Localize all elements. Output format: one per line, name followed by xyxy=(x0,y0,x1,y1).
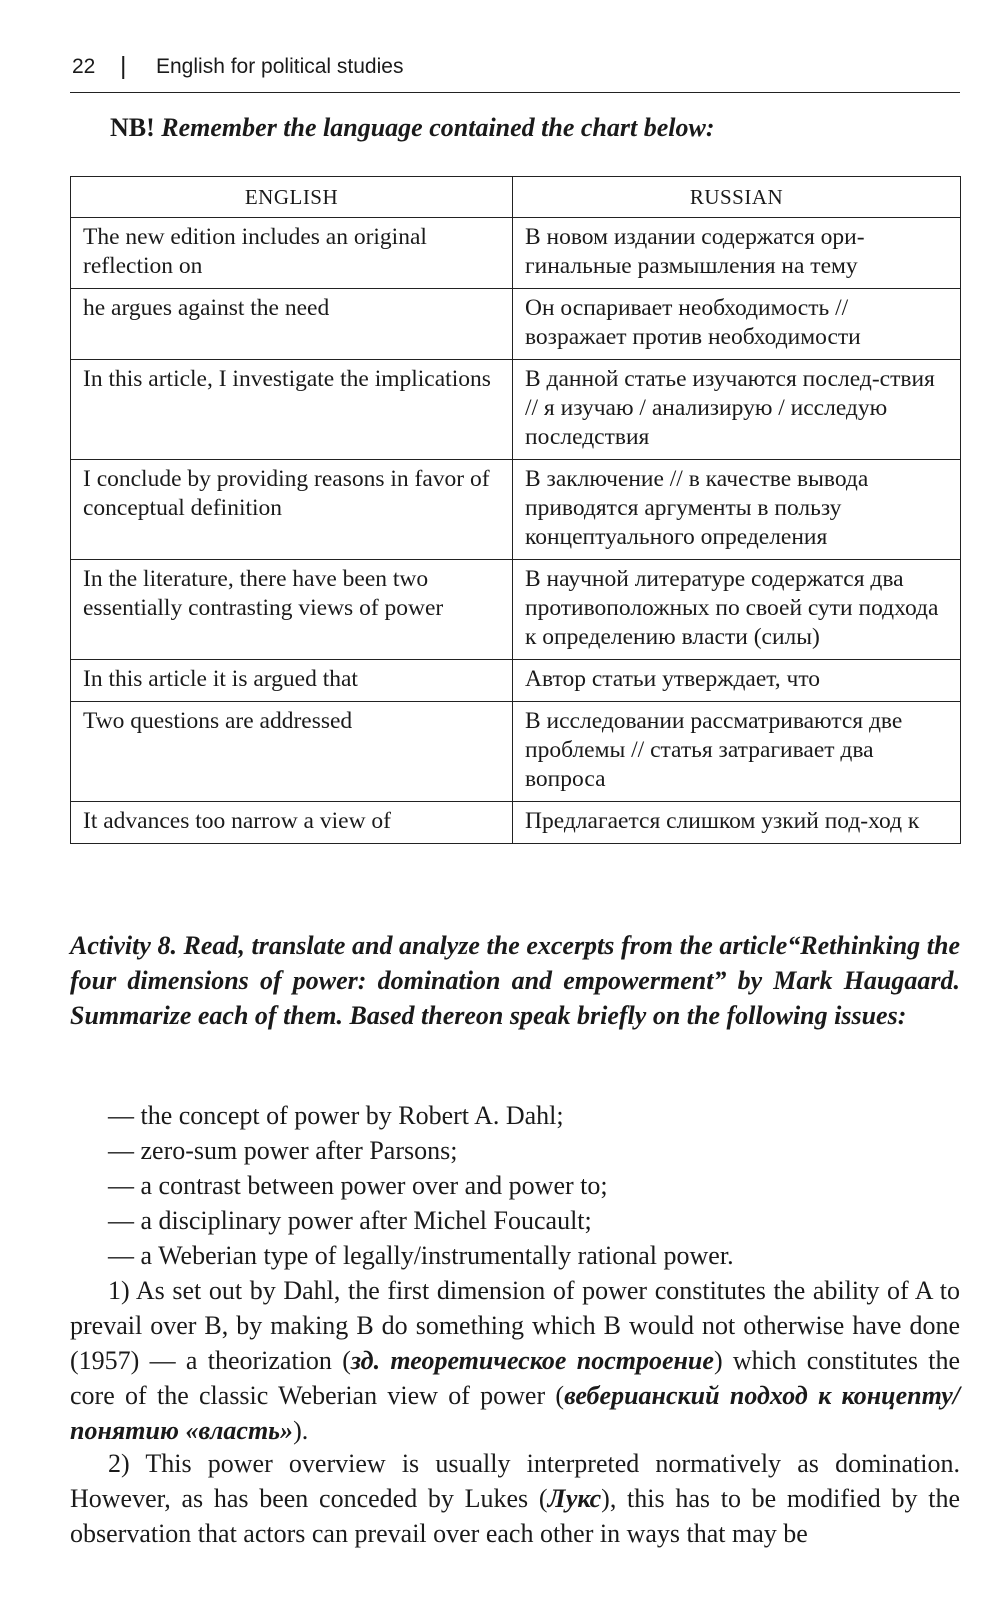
russian-cell: В исследовании рассматриваются две проблемы // статья затрагивает два вопроса xyxy=(513,702,961,802)
column-header-russian: RUSSIAN xyxy=(513,177,961,218)
english-cell: The new edition includes an original reflection on xyxy=(71,218,513,289)
table-row xyxy=(71,802,961,844)
paragraph-1-text-a: 1) As set out by Dahl, the first dimension of power constitutes the ability of A to prevail over B, by making B do something which B would not otherwise have done (1957) — a theorization ( xyxy=(70,1276,960,1375)
russian-cell: В новом издании содержатся ори-гинальные размышления на тему xyxy=(513,218,961,289)
nb-note xyxy=(110,113,715,143)
table-header-row xyxy=(71,177,961,218)
paragraph-1-gloss-b: веберианский подход к концепту/понятию «власть» xyxy=(70,1381,960,1445)
table-row xyxy=(71,289,961,360)
table-row xyxy=(71,218,961,289)
table-row xyxy=(71,460,961,560)
english-cell: In this article, I investigate the implications xyxy=(71,360,513,460)
activity-8-instructions: Activity 8. Read, translate and analyze the excerpts from the article“Rethinking the four dimensions of power: domination and empowerment” by Mark Haugaard. Summarize each of them. Based thereon speak briefly on the following issues: xyxy=(70,931,960,1030)
russian-cell: В научной литературе содержатся два противоположных по своей сути подхода к определению власти (силы) xyxy=(513,560,961,660)
english-cell: In this article it is argued that xyxy=(71,660,513,702)
table-row xyxy=(71,360,961,460)
english-cell: It advances too narrow a view of xyxy=(71,802,513,844)
list-item: — a Weberian type of legally/instrumentally rational power. xyxy=(108,1238,958,1273)
russian-cell: Предлагается слишком узкий под-ход к xyxy=(513,802,961,844)
paragraph-2 xyxy=(70,1446,960,1551)
table-row xyxy=(71,560,961,660)
paragraph-1-gloss-a: зд. теоретическое построение xyxy=(350,1346,714,1375)
english-cell: In the literature, there have been two essentially contrasting views of power xyxy=(71,560,513,660)
phrase-chart xyxy=(70,176,961,844)
book-title: English for political studies xyxy=(156,55,404,78)
table-row xyxy=(71,660,961,702)
paragraph-1 xyxy=(70,1273,960,1448)
paragraph-2-text-b: ), this has to be modified by the observation that actors can prevail over each other in ways that may be xyxy=(70,1484,960,1548)
running-header xyxy=(70,52,960,93)
column-header-english: ENGLISH xyxy=(71,177,513,218)
nb-text: Remember the language contained the chart below: xyxy=(161,113,715,142)
english-cell: I conclude by providing reasons in favor of conceptual definition xyxy=(71,460,513,560)
list-item: — a disciplinary power after Michel Foucault; xyxy=(108,1203,958,1238)
list-item: — zero-sum power after Parsons; xyxy=(108,1133,958,1168)
table-row xyxy=(71,702,961,802)
nb-label: NB! xyxy=(110,113,155,142)
header-separator: | xyxy=(120,52,127,80)
russian-cell: Он оспаривает необходимость // возражает против необходимости xyxy=(513,289,961,360)
issues-list xyxy=(108,1098,958,1273)
paragraph-1-text-c: ). xyxy=(293,1416,309,1445)
russian-cell: Автор статьи утверждает, что xyxy=(513,660,961,702)
paragraph-2-gloss: Лукс xyxy=(547,1484,602,1513)
list-item: — a contrast between power over and power to; xyxy=(108,1168,958,1203)
page-number: 22 xyxy=(72,55,96,78)
paragraph-2-text-a: 2) This power overview is usually interpreted normatively as domination. However, as has been conceded by Lukes ( xyxy=(70,1449,960,1513)
english-cell: he argues against the need xyxy=(71,289,513,360)
list-item: — the concept of power by Robert A. Dahl; xyxy=(108,1098,958,1133)
english-cell: Two questions are addressed xyxy=(71,702,513,802)
russian-cell: В данной статье изучаются послед-ствия // я изучаю / анализирую / исследую последствия xyxy=(513,360,961,460)
russian-cell: В заключение // в качестве вывода приводятся аргументы в пользу концептуального определения xyxy=(513,460,961,560)
paragraph-1-text-b: ) which constitutes the core of the classic Weberian view of power ( xyxy=(70,1346,960,1410)
